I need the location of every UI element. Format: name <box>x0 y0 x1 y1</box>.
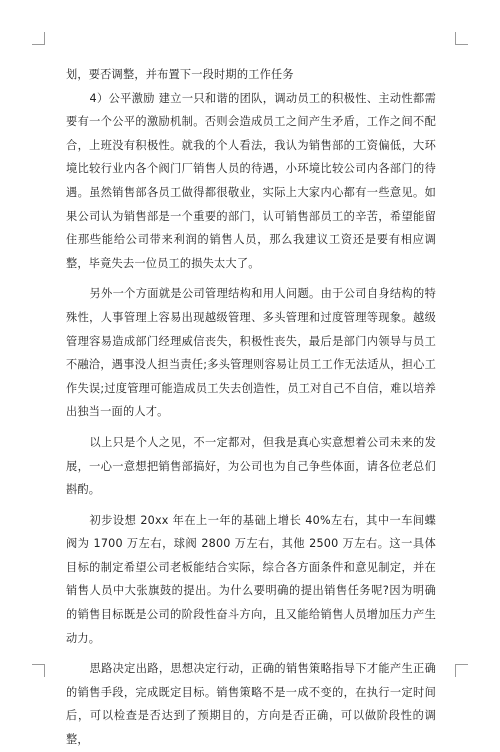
paragraph-sales-target: 初步设想 20xx 年在上一年的基础上增长 40%左右，其中一车间蝶阀为 1700 万左右，球阀 2800 万左右，其他 2500 万左右。这一具体目标的制定希望公司老板能结合实际，综合各方面条件和意见制定，并在销售人员中大张旗鼓的提出。为什么要明确的提出销售任务呢?因为明确的销售目标既是公司的阶段性奋斗方向，且又能给销售人员增加压力产生动力。 <box>66 513 436 645</box>
paragraph-sales-strategy: 思路决定出路，思想决定行动，正确的销售策略指导下才能产生正确的销售手段，完成既定目标。销售策略不是一成不变的，在执行一定时间后，可以检查是否达到了预期目的，方向是否正确，可以做阶段性的调整， <box>66 662 436 747</box>
document-body <box>66 63 436 752</box>
crop-mark-bottom-right <box>455 664 468 677</box>
crop-mark-bottom-left <box>32 664 45 677</box>
paragraph-management-structure: 另外一个方面就是公司管理结构和用人问题。由于公司自身结构的特殊性，人事管理上容易出现越级管理、多头管理和过度管理等现象。越级管理容易造成部门经理威信丧失，积极性丧失，最后是部门内领导与员工不融洽，遇事没人担当责任;多头管理则容易让员工工作无法适从，担心工作失误;过度管理可能造成员工失去创造性，员工对自己不自信，难以培养出独当一面的人才。 <box>66 287 436 419</box>
paragraph-continuation: 划，要否调整，并布置下一段时期的工作任务 <box>66 68 294 81</box>
crop-mark-top-left <box>32 32 45 45</box>
paragraph-personal-opinion: 以上只是个人之见，不一定都对，但我是真心实意想着公司未来的发展，一心一意想把销售部搞好，为公司也为自己争些体面，请各位老总们斟酌。 <box>66 435 436 497</box>
paragraph-fair-incentive: 4）公平激励 建立一只和谐的团队，调动员工的积极性、主动性都需要有一个公平的激励机制。否则会造成员工之间产生矛盾，工作之间不配合，上班没有积极性。就我的个人看法，我认为销售部的工资偏低，大环境比较行业内各个阀门厂销售人员的待遇，小环境比较公司内各部门的待遇。虽然销售部各员工做得都很敬业，实际上大家内心都有一些意见。如果公司认为销售部是一个重要的部门，认可销售部员工的辛苦，希望能留住那些能给公司带来利润的销售人员，那么我建议工资还是要有相应调整，毕竟失去一位员工的损失太大了。 <box>66 91 436 270</box>
crop-mark-top-right <box>455 32 468 45</box>
